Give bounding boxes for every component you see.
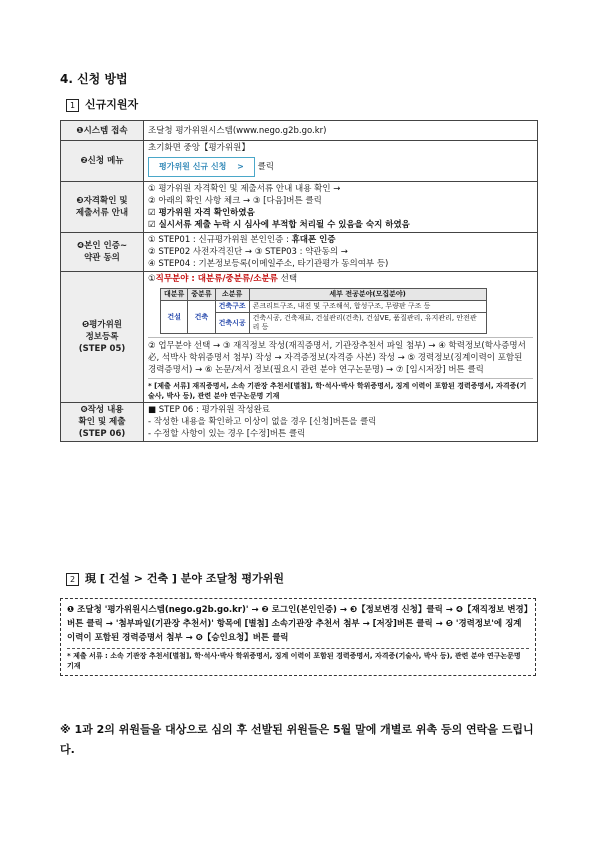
procedure-text: ❶ 조달청 '평가위원시스템(nego.g2b.go.kr)' → ❷ 로그인(본인인증) → ❸【정보변경 신청】클릭 → ❹【재직정보 변경】버튼 클릭 → '첨부파일(기관장 추천서)' 항목에 [별첨] 소속기관장 추천서 첨부 → [저장]버튼 클릭 → ❺ '경력정보'에 징계이력이 포함된 경력증명서 첨부 → ❻【승인요청】버튼 클릭 (67, 605, 529, 643)
row-label: ❷신청 메뉴 (61, 141, 144, 182)
step-line: ④ STEP04 : 기본정보등록(이메일주소, 타기관평가 동의여부 등) (148, 259, 389, 269)
row-label-line: 제출서류 안내 (75, 208, 129, 218)
row-label (61, 233, 144, 272)
job-field-text: 직무분야 : 대분류/중분류/소분류 (155, 274, 278, 284)
row-content (144, 182, 538, 233)
row-content (144, 233, 538, 272)
subsection-1-label: 신규지원자 (85, 98, 139, 111)
step-line: - 작성한 내용을 확인하고 이상이 없을 경우 [신청]버튼을 클릭 (148, 417, 377, 427)
step-line: ② STEP02 사전자격진단 → ③ STEP03 : 약관동의 → (148, 247, 348, 257)
row-label-line: 확인 및 제출 (78, 417, 126, 427)
step-line (148, 273, 533, 285)
subsection-number-box: 1 (66, 99, 79, 112)
column-header: 대분류 (161, 289, 188, 301)
select-text: 선택 (277, 274, 298, 284)
row-label-line: ❻작성 내용 (80, 405, 124, 415)
table-row (61, 141, 538, 182)
step-line: ■ STEP 06 : 평가위원 작성완료 (148, 405, 270, 415)
step-num: ① (148, 274, 156, 284)
final-notice: ※ 1과 2의 위원들을 대상으로 심의 후 선발된 위원들은 5월 말에 개별로 위촉 등의 연락을 드립니다. (60, 723, 534, 756)
application-steps-table (60, 120, 538, 442)
row-label-line: ❹본인 인증~ (76, 241, 128, 251)
row-label-line: (STEP 05) (78, 344, 126, 354)
subsection-number-box: 2 (66, 573, 79, 586)
new-appraiser-apply-button[interactable]: 평가위원 신규 신청 > (148, 157, 255, 177)
row-label (61, 272, 144, 403)
phone-auth-text: 휴대폰 인증 (291, 235, 336, 245)
category-mid: 건축 (188, 301, 215, 334)
category-small: 건축시공 (215, 313, 249, 334)
step-line: - 수정할 사항이 있는 경우 [수정]버튼 클릭 (148, 429, 306, 439)
step-text: ① STEP01 : 신규평가위원 본인인증 : (148, 235, 292, 245)
row-label-line: ❸자격확인 및 (76, 196, 128, 206)
menu-line: 초기화면 중앙【평가위원】 (148, 143, 250, 153)
step-line: ① 평가위원 자격확인 및 제출서류 안내 내용 확인 → (148, 184, 341, 194)
category-big: 건설 (161, 301, 188, 334)
table-row (161, 301, 487, 313)
table-row (61, 121, 538, 141)
table-row (61, 403, 538, 442)
existing-appraiser-procedure-box (60, 598, 536, 676)
section-title: 4. 신청 방법 (60, 72, 128, 86)
subsection-2-label: 現 [ 건설 > 건축 ] 분야 조달청 평가위원 (85, 572, 285, 585)
row-label (61, 403, 144, 442)
documents-note: * [제출 서류] 재직증명서, 소속 기관장 추천서[별첨], 학·석사·박사 학위증명서, 징계 이력이 포함된 경력증명서, 자격증(기술사, 박사 등), 관련 분야 연구논문명 기재 (148, 378, 533, 401)
table-row (61, 182, 538, 233)
row-content (144, 272, 538, 403)
field-category-table (160, 288, 487, 334)
category-detail: 건축시공, 건축재료, 건설관리(건축), 건설VE, 품질관리, 유지관리, 안전관리 등 (249, 313, 486, 334)
row-label: ❶시스템 접속 (61, 121, 144, 141)
column-header: 세부 전공분야(모집분야) (249, 289, 486, 301)
step-line (148, 234, 533, 246)
row-content (144, 403, 538, 442)
column-header: 소분류 (215, 289, 249, 301)
checkbox-documents[interactable]: ☑ 실시서류 제출 누락 시 심사에 부적합 처리될 수 있음을 숙지 하였음 (148, 220, 410, 230)
table-row (161, 289, 487, 301)
category-detail: 콘크리트구조, 내진 및 구조해석, 합성구조, 무량판 구조 등 (249, 301, 486, 313)
row-content: 조달청 평가위원시스템(www.nego.g2b.go.kr) (144, 121, 538, 141)
step-paragraph: ② 업무분야 선택 → ③ 재직정보 작성(재직증명서, 기관장추천서 파일 첨부) → ④ 학력정보(학사증명서 必, 석박사 학위증명서 첨부) 작성 → 자격증정보(자격증 사본) 작성 → ⑤ 경력정보(징계이력이 포함된 경력증명서) → ⑥ 논문/저서 정보(필요시 관련 분야 연구논문명) → ⑦ [임시저장] 버튼 클릭 (148, 337, 533, 376)
column-header: 중분류 (188, 289, 215, 301)
table-row (61, 233, 538, 272)
row-label-line: ❺평가위원 (81, 320, 123, 330)
row-label-line: 약관 동의 (84, 253, 120, 263)
table-row (61, 272, 538, 403)
subsection-2-title (66, 570, 284, 586)
category-small: 건축구조 (215, 301, 249, 313)
click-text: 클릭 (257, 162, 275, 172)
documents-note: * 제출 서류 : 소속 기관장 추천서[별첨], 학·석사·박사 학위증명서, 징계 이력이 포함된 경력증명서, 자격증(기술사, 박사 등), 관련 분야 연구논문명 기재 (67, 648, 529, 671)
row-label (61, 182, 144, 233)
subsection-1-title (66, 96, 138, 112)
row-label-line: 정보등록 (85, 332, 119, 342)
row-label-line: (STEP 06) (78, 429, 126, 439)
checkbox-qualification[interactable]: ☑ 평가위원 자격 확인하였음 (148, 208, 255, 218)
row-content (144, 141, 538, 182)
step-line: ② 아래의 확인 사항 체크 → ③ [다음]버튼 클릭 (148, 196, 322, 206)
